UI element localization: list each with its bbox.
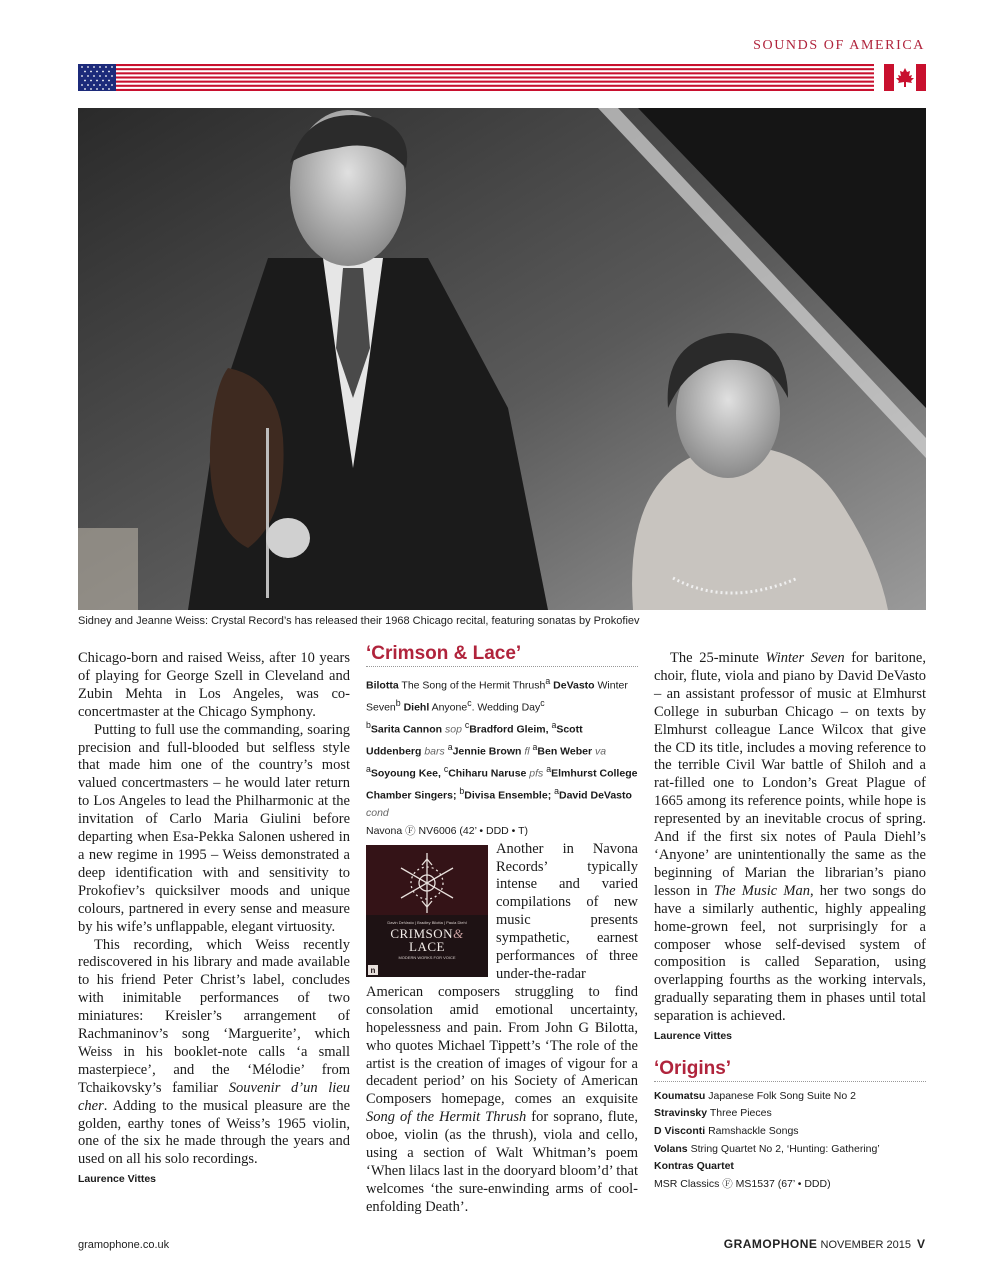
text-run: , her two songs do have a similarly authentic, highly appealing home-grown feel, not surprisingly for a composer whose self-devised system of composition is called Separation, using overlapping fourths as the working intervals, gradually separating them in phases until total separation is achieved. [654, 882, 927, 1025]
credit-text: Koumatsu [654, 1089, 706, 1102]
review-crimson-lace [366, 645, 638, 1217]
credit-text: Scott Uddenberg [366, 723, 583, 758]
text-run: The 25-minute [670, 650, 766, 666]
credit-sup: a [546, 764, 552, 775]
credit-text: Chiharu Naruse [448, 767, 527, 780]
credit-text: Volans [654, 1142, 688, 1155]
section-label: SOUNDS OF AMERICA [753, 38, 925, 53]
credit-text: Sarita Cannon [370, 723, 443, 736]
credit-sup: b [366, 720, 371, 731]
label-catalogue: MSR Classics Ⓕ MS1537 (67’ • DDD) [654, 1177, 831, 1190]
credit-text: Japanese Folk Song Suite No 2 [705, 1089, 856, 1102]
review-title: ‘Origins’ [654, 1060, 926, 1082]
credit-line [654, 1123, 926, 1141]
credit-sup: c [540, 698, 545, 708]
cover-title-crimson: CRIMSON [390, 925, 454, 941]
magazine-name: GRAMOPHONE [723, 1237, 818, 1251]
credit-role: pfs [526, 767, 547, 780]
article-column-1 [78, 650, 350, 1189]
credit-text: Jennie Brown [452, 745, 522, 758]
cover-top-line: Davin DeVasto | Bradley Bilotta | Paula Diehl [387, 919, 467, 925]
footer-masthead [724, 1237, 925, 1251]
label-catalogue: Navona Ⓕ NV6006 (42’ • DDD • T) [366, 825, 528, 838]
paragraph: Putting to full use the commanding, soaring precision and full-blooded but selfless style that made him one of the country’s most valued concertmasters – he would later return to Los Angeles to lead the Philharmonic at the invitation of Carlo Maria Giulini before departing when Esa-Pekka Salonen ushered in a new regime in 1995 – Weiss demonstrated a deep identification with and sensitivity to Prokofiev’s quicksilver moods and unique colours, partnered in every sense and measure by his wife’s unflappable, elegant virtuosity. [78, 721, 350, 935]
credit-sup: b [395, 698, 401, 708]
work-title: Song of the Hermit Thrush [366, 1109, 527, 1126]
cover-title-amp: & [453, 925, 464, 941]
credit-role: bars [421, 745, 448, 758]
navona-logo: n [370, 965, 376, 975]
byline: Laurence Vittes [654, 1030, 733, 1043]
credit-sup: a [532, 742, 538, 753]
credit-sup: a [366, 764, 371, 775]
credit-text: Anyone [429, 701, 468, 714]
credit-text: Elmhurst College Chamber Singers; [366, 767, 638, 802]
us-flag-stripes [78, 64, 874, 91]
credit-sup: c [467, 698, 472, 708]
credit-text: Ben Weber [537, 745, 593, 758]
credit-role: fl [521, 745, 533, 758]
credit-role: va [592, 745, 607, 758]
credit-sup: c [443, 764, 449, 775]
credit-text: Ramshackle Songs [705, 1125, 799, 1138]
credit-text: Divisa Ensemble; [464, 789, 555, 802]
credit-text: Diehl [400, 701, 430, 714]
us-flag-canton [78, 64, 116, 91]
credit-sup: c [464, 720, 470, 731]
cover-title-line2: LACE [409, 938, 445, 954]
text-run: Another in Navona Records’ typically intense and varied compilations of new music presents sympathetic, earnest performances of three under-the-radar American composers struggling to find consolation amid emotional uncertainty, hopelessness and pain. From John G Bilotta, who quotes Michael Tippett’s ‘The role of the artist is the creation of images of vigour for a decadent period’ on his Society of American Composers homepage, comes an exquisite [366, 840, 638, 1108]
review-title: ‘Crimson & Lace’ [366, 645, 638, 667]
work-title: Winter Seven [765, 650, 845, 666]
text-run: for soprano, flute, oboe, violin (as the thrush), viola and cello, using a section of Walt Whitman’s poem ‘When lilacs last in the dooryard bloom’d’ that welcomes ‘the sure-enwinding arms of cool-enfolding Death’. [366, 1109, 638, 1215]
credit-line [654, 1141, 926, 1159]
credit-text: Bradford Gleim, [469, 723, 552, 736]
credit-text: String Quartet No 2, ‘Hunting: Gathering’ [687, 1142, 880, 1155]
cover-subtitle: MODERN WORKS FOR VOICE [398, 954, 456, 960]
credit-text: The Song of the Hermit Thrush [398, 679, 546, 692]
flag-banner [78, 64, 926, 91]
text-run: . Adding to the musical pleasure are the golden, earthy tones of Weiss’s 1965 violin, one of the six he made through the years and used on all his solo recordings. [78, 1097, 350, 1168]
credit-text: . Wedding Day [471, 701, 541, 714]
credit-performer: Kontras Quartet [654, 1160, 734, 1173]
credit-text: Soyoung Kee, [370, 767, 444, 780]
feature-photo [78, 108, 926, 610]
credit-sup: a [554, 786, 559, 797]
issue-date: NOVEMBER 2015 [817, 1239, 911, 1251]
photo-caption: Sidney and Jeanne Weiss: Crystal Record’s has released their 1968 Chicago recital, featuring sonatas by Prokofiev [78, 615, 640, 627]
work-title: Souvenir d’un lieu cher [78, 1079, 350, 1114]
text-run: This recording, which Weiss recently rediscovered in his library and made available to his friend Peter Christ’s label, concludes with inimitable performances of two miniatures: Kreisler’s arrangement of Rachmaninov’s song ‘Marguerite’, which Weiss in his booklet-note calls ‘a small masterpiece’, and the ‘Mélodie’ from Tchaikovsky’s familiar [78, 936, 350, 1096]
work-title: The Music Man [713, 882, 810, 899]
canada-flag-icon [884, 64, 926, 91]
credit-role: sop [442, 723, 465, 736]
review-body [654, 650, 926, 1026]
article-column-3 [654, 650, 926, 1193]
credit-text: Three Pieces [707, 1107, 772, 1120]
credit-text: David DeVasto [558, 789, 632, 802]
credit-sup: b [459, 786, 465, 797]
credit-line [654, 1105, 926, 1123]
credit-sup: a [545, 675, 551, 686]
credit-text: Winter Seven [366, 679, 628, 714]
credit-role: cond [366, 807, 389, 820]
credit-text: DeVasto [550, 679, 595, 692]
text-run: for baritone, choir, flute, viola and piano by David DeVasto – an assistant professor of music at Elmhurst College in suburban Chicago – on texts by Elmhurst colleague Lance Wilcox that give the CD its title, includes a moving reference to the terrible Civil War battle of Shiloh and a rat-filled one to London’s Great Plague of 1665 among its reference points, while hope is represented by an inevitable crocus of spring. And if the first six notes of Paula Diehl’s ‘Anyone’ are unintentionally the same as the beginning of Marian the librarian’s piano lesson in [654, 650, 926, 899]
credit-text: Stravinsky [654, 1107, 708, 1120]
credit-line [654, 1088, 926, 1106]
review-credits [654, 1088, 926, 1194]
page-number: V [916, 1237, 925, 1251]
paragraph: Chicago-born and raised Weiss, after 10 years of playing for George Szell in Cleveland and Zubin Mehta in Los Angeles, was co-concertmaster at the Chicago Symphony. [78, 650, 350, 720]
credit-text: D Visconti [654, 1125, 706, 1138]
credit-sup: a [551, 720, 557, 731]
byline: Laurence Vittes [78, 1173, 157, 1186]
review-credits [366, 673, 638, 841]
credit-sup: a [447, 742, 453, 753]
album-cover-crimson-lace [366, 845, 488, 977]
credit-text: Bilotta [366, 679, 399, 692]
paragraph [78, 937, 350, 1170]
footer-url[interactable]: gramophone.co.uk [78, 1239, 170, 1251]
